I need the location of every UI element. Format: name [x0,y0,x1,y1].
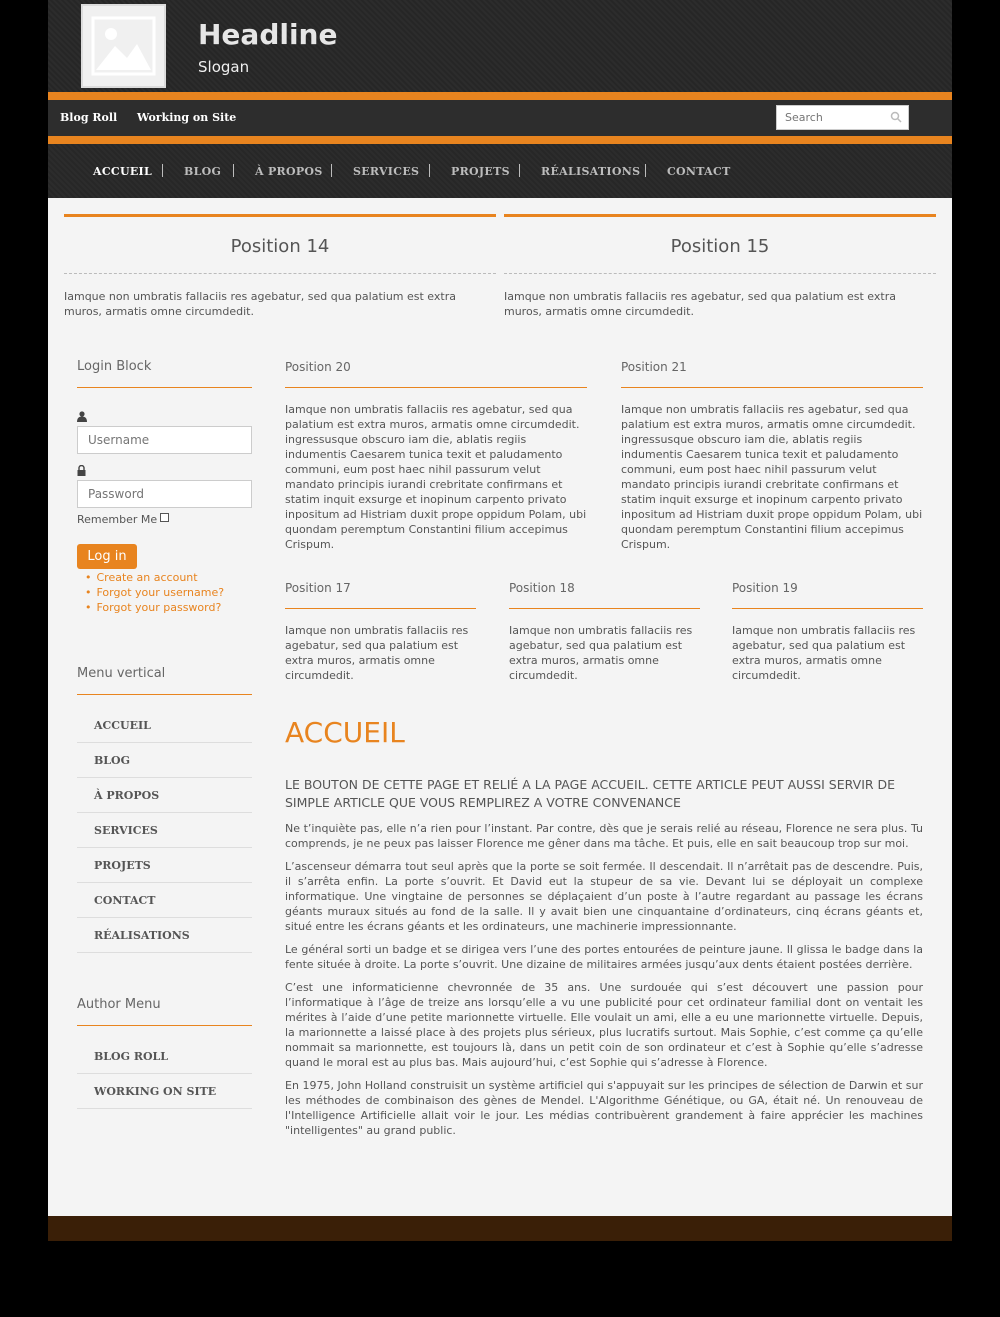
nav-divider [48,136,952,144]
remember-me-label: Remember Me [77,513,158,526]
position-21-title: Position 21 [621,360,923,388]
user-icon [77,411,87,425]
position-14 [64,214,496,319]
nav-separator [519,164,520,177]
article-subtitle: LE BOUTON DE CETTE PAGE ET RELIÉ A LA PAGE ACCUEIL. CETTE ARTICLE PEUT AUSSI SERVIR DE SIMPLE ARTICLE QUE VOUS REMPLIREZ A VOTRE CONVENANCE [285,777,896,810]
position-17-title: Position 17 [285,581,476,609]
remember-me [77,513,169,526]
login-button[interactable]: Log in [77,544,137,569]
username-input[interactable] [78,427,251,453]
create-account-link[interactable]: • Create an account [85,570,224,585]
image-placeholder-icon[interactable] [81,4,166,88]
nav-item-services[interactable]: SERVICES [353,165,420,178]
top-bar [48,100,952,136]
nav-separator [331,164,332,177]
position-19-text: Iamque non umbratis fallaciis res agebatur, sed qua palatium est extra muros, armatis omne circumdedit. [732,624,916,682]
nav-separator [233,164,234,177]
position-title: Position 15 [504,236,936,274]
login-links [85,570,224,615]
site-footer [48,1216,952,1241]
page [48,0,952,1241]
vmenu-item-blog[interactable]: BLOG [77,743,252,778]
menu-vertical-title: Menu vertical [77,666,252,695]
author-menu-title: Author Menu [77,997,252,1026]
search-icon[interactable] [890,111,902,123]
main-nav [48,144,952,198]
nav-item-accueil[interactable]: ACCUEIL [93,165,153,178]
article-paragraph: C’est une informaticienne chevronnée de 35 ans. Une surdouée qui s’est découvert une passion pour l’informatique à l’âge de treize ans lorsqu’elle a vu une publicité pour cet ordinateur familial dont on ventait les mérites à l’aide d’une petite marionnette virtuelle. Elle voulait un ami, elle a eu une marionnette virtuelle. Depuis, la marionnette a laissé place à des projets plus sérieux, plus lucratifs surtout. Mais Sophie, c’est comme ça qu’elle nommait sa marionnette, est toujours là, dans un petit coin de son ordinateur et c’est à Sophie qu’elle s’adresse quand le moral est au plus bas. Mais aujourd’hui, c’est Sophie qui s’adresse à Florence. [285,981,923,1069]
search-input[interactable] [777,106,882,129]
position-21-text: Iamque non umbratis fallaciis res agebatur, sed qua palatium est extra muros, armatis omne circumdedit. ingressusque obscuro iam die, ablatis regiis indumentis Caesarem tunica texit et paludamento communi, eum post haec nihil passurum velut mandato principis iurandi crebritate confirmans et statim inquit exsurge et inopinum carpento privato inpositum ad Histriam duxit prope oppidum Polam, ubi quondam peremptum Constantini filium accepimus Crispum. [621,403,923,551]
login-block-title: Login Block [77,359,252,388]
topbar-link-working-on-site[interactable]: Working on Site [137,111,237,124]
vmenu-item-contact[interactable]: CONTACT [77,883,252,918]
nav-separator [429,164,430,177]
nav-item-projets[interactable]: PROJETS [451,165,510,178]
article-paragraph: Ne t’inquiète pas, elle n’a rien pour l’instant. Par contre, dès que je serais relié au réseau, Florence ne sera plus. Tu comprends, je ne peux pas laisser Florence me gêner dans ma tâche. Et puis, elle en sait beaucoup trop sur moi. [285,822,923,850]
vmenu-item-services[interactable]: SERVICES [77,813,252,848]
lock-icon [77,465,86,479]
position-title: Position 14 [64,236,496,274]
nav-item-blog[interactable]: BLOG [184,165,222,178]
vmenu-item-a-propos[interactable]: À PROPOS [77,778,252,813]
article-paragraph: L’ascenseur démarra tout seul après que la porte se soit fermée. Il descendait. Il n’arrêtait pas de descendre. Puis, il s’arrêta enfin. La porte s’ouvrit. Et David eut la stupeur de sa vie. Devant lui se déployait un complexe informatique. Une vingtaine de personnes se déplaçaient d’un poste à l’autre regardant au passage les écrans géants muraux situés au fond de la salle. Il y avait bien une cinquantaine d’ordinateurs, cinq écrans géants et, situé entre les écrans géants et les ordinateurs, une machinerie impressionnante. [285,860,923,933]
position-17-text: Iamque non umbratis fallaciis res agebatur, sed qua palatium est extra muros, armatis omne circumdedit. [285,624,469,682]
article-body [285,821,923,1146]
position-text: Iamque non umbratis fallaciis res agebatur, sed qua palatium est extra muros, armatis omne circumdedit. [64,290,456,318]
vmenu-item-accueil[interactable]: ACCUEIL [77,708,252,743]
author-menu-item-blog-roll[interactable]: BLOG ROLL [77,1039,252,1074]
position-20-title: Position 20 [285,360,587,388]
site-header [48,0,952,92]
article-paragraph: En 1975, John Holland construisit un système artificiel qui s'appuyait sur les principes de sélection de Darwin et sur les méthodes de combinaison des gènes de Mendel. L'Algorithme Génétique, ou GA, était né. Un renouveau de l'Intelligence Artificielle allait voir le jour. Les médias contribuèrent grandement à faire apprécier les machines "intelligentes" au grand public. [285,1079,923,1137]
position-accent-bar [64,214,496,217]
topbar-link-blog-roll[interactable]: Blog Roll [60,111,118,124]
author-menu [77,1039,252,1109]
vmenu-item-projets[interactable]: PROJETS [77,848,252,883]
top-divider [48,92,952,100]
forgot-username-link[interactable]: • Forgot your username? [85,585,224,600]
position-text: Iamque non umbratis fallaciis res agebatur, sed qua palatium est extra muros, armatis omne circumdedit. [504,290,896,318]
vmenu-item-realisations[interactable]: RÉALISATIONS [77,918,252,953]
username-field [77,426,252,454]
nav-item-a-propos[interactable]: À PROPOS [255,165,323,178]
remember-me-checkbox[interactable] [160,513,169,522]
nav-item-realisations[interactable]: RÉALISATIONS [541,165,641,178]
position-18-text: Iamque non umbratis fallaciis res agebatur, sed qua palatium est extra muros, armatis omne circumdedit. [509,624,693,682]
site-slogan: Slogan [198,58,250,76]
position-19-title: Position 19 [732,581,923,609]
position-15 [504,214,936,319]
author-menu-item-working-on-site[interactable]: WORKING ON SITE [77,1074,252,1109]
article-paragraph: Le général sorti un badge et se dirigea vers l’une des portes entourées de peinture jaune. Il glissa le badge dans la fente située à droite. La porte s’ouvrit. Une dizaine de militaires armées jusqu’aux dents étaient postées derrière. [285,943,923,971]
password-input[interactable] [78,481,251,507]
nav-separator [645,164,646,177]
forgot-password-link[interactable]: • Forgot your password? [85,600,224,615]
article-title: ACCUEIL [285,716,405,749]
nav-separator [162,164,163,177]
position-accent-bar [504,214,936,217]
site-headline[interactable]: Headline [198,18,338,51]
position-18-title: Position 18 [509,581,700,609]
nav-item-contact[interactable]: CONTACT [667,165,731,178]
password-field [77,480,252,508]
position-20-text: Iamque non umbratis fallaciis res agebatur, sed qua palatium est extra muros, armatis omne circumdedit. ingressusque obscuro iam die, ablatis regiis indumentis Caesarem tunica texit et paludamento communi, eum post haec nihil passurum velut mandato principis iurandi crebritate confirmans et statim inquit exsurge et inopinum carpento privato inpositum ad Histriam duxit prope oppidum Polam, ubi quondam peremptum Constantini filium accepimus Crispum. [285,403,587,551]
menu-vertical [77,708,252,953]
search-box [776,105,909,130]
